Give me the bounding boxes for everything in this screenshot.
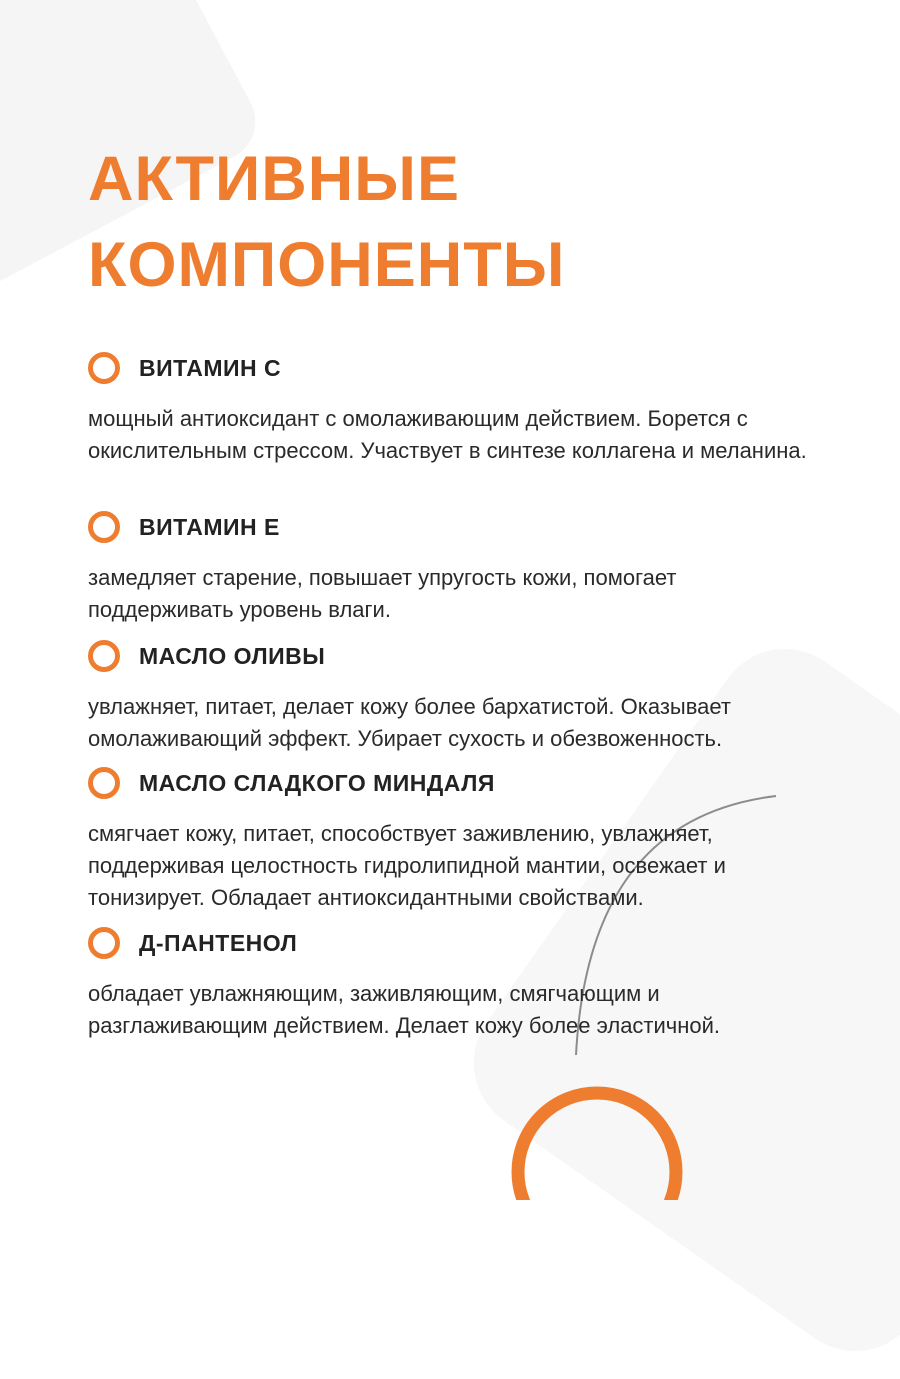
ingredient-name: МАСЛО ОЛИВЫ <box>139 642 326 669</box>
ingredient-header <box>88 925 828 961</box>
ingredient-description: мощный антиоксидант с омолаживающим действием. Борется с окислительным стрессом. Участвует в синтезе коллагена и меланина. <box>88 406 807 463</box>
ingredient-name: ВИТАМИН С <box>139 354 282 381</box>
circle-bullet-icon <box>88 767 120 799</box>
circle-bullet-icon <box>88 352 120 384</box>
ingredient-olive-oil <box>88 638 828 755</box>
ingredient-name: Д-ПАНТЕНОЛ <box>139 929 298 956</box>
ingredient-name: МАСЛО СЛАДКОГО МИНДАЛЯ <box>139 769 495 796</box>
ingredient-description: смягчает кожу, питает, способствует заживлению, увлажняет, поддерживая целостность гидролипидной мантии, освежает и тонизирует. Обладает антиоксидантными свойствами. <box>88 821 726 910</box>
ingredient-description: обладает увлажняющим, заживляющим, смягчающим и разглаживающим действием. Делает кожу более эластичной. <box>88 981 721 1038</box>
page-title-line-2: КОМПОНЕНТЫ <box>88 230 566 300</box>
page-title <box>88 136 565 308</box>
ingredient-description: замедляет старение, повышает упругость кожи, помогает поддерживать уровень влаги. <box>88 565 677 622</box>
circle-bullet-icon <box>88 640 120 672</box>
page-title-line-1: АКТИВНЫЕ <box>88 144 460 214</box>
circle-bullet-icon <box>88 927 120 959</box>
ingredient-sweet-almond-oil <box>88 765 828 914</box>
ingredient-header <box>88 765 828 801</box>
ingredient-header <box>88 350 828 386</box>
circle-bullet-icon <box>88 511 120 543</box>
ingredient-header <box>88 638 828 674</box>
ingredient-d-panthenol <box>88 925 828 1042</box>
ingredient-header <box>88 509 828 545</box>
ingredient-name: ВИТАМИН Е <box>139 513 280 540</box>
ingredient-description: увлажняет, питает, делает кожу более бархатистой. Оказывает омолаживающий эффект. Убирает сухость и обезвоженность. <box>88 694 731 751</box>
ingredient-vitamin-e <box>88 509 828 626</box>
ingredient-vitamin-c <box>88 350 828 467</box>
